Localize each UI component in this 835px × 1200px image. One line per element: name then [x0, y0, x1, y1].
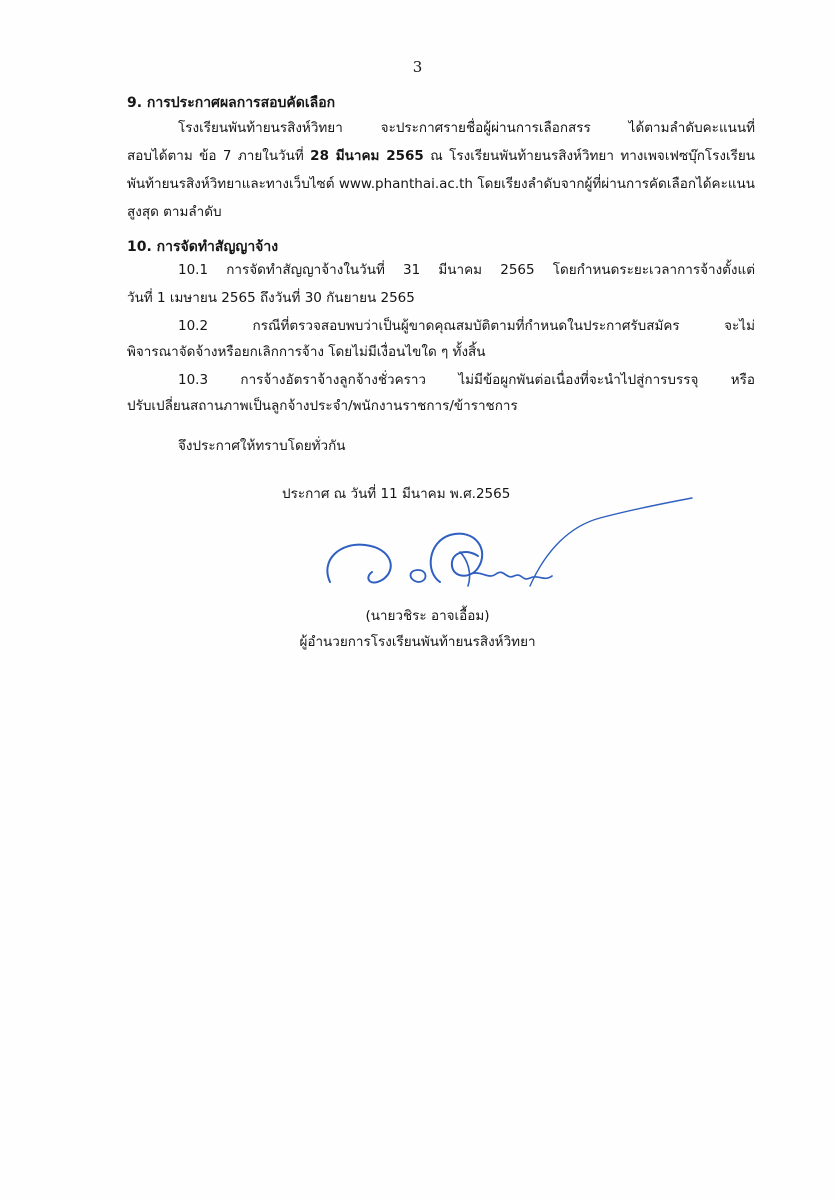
section-10-1-line-2: วันที่ 1 เมษายน 2565 ถึงวันที่ 30 กันยายน 2565: [127, 290, 415, 306]
signature-image: [300, 490, 700, 600]
section-9-line-2-end: ณ โรงเรียนพันท้ายนรสิงห์วิทยา ทางเพจเฟซบุ๊กโรงเรียน: [423, 148, 755, 164]
signer-name: (นายวชิระ อาจเอื้อม): [365, 608, 490, 624]
section-10-3-line-2: ปรับเปลี่ยนสถานภาพเป็นลูกจ้างประจำ/พนักงานราชการ/ข้าราชการ: [127, 398, 518, 414]
signer-position: ผู้อำนวยการโรงเรียนพันท้ายนรสิงห์วิทยา: [299, 634, 536, 650]
section-9-heading: 9. การประกาศผลการสอบคัดเลือก: [127, 95, 336, 111]
announcement-date-bold: 28 มีนาคม 2565: [310, 148, 424, 164]
section-9-line-3: พันท้ายนรสิงห์วิทยาและทางเว็บไซต์ www.phanthai.ac.th โดยเรียงลำดับจากผู้ที่ผ่านการคัดเลือกได้คะแนน: [127, 176, 755, 192]
section-9-line-4: สูงสุด ตามลำดับ: [127, 204, 222, 220]
section-9-line-2-start: สอบได้ตาม ข้อ 7 ภายในวันที่: [127, 148, 311, 164]
section-10-2-line-1: 10.2 กรณีที่ตรวจสอบพบว่าเป็นผู้ขาดคุณสมบัติตามที่กำหนดในประกาศรับสมัคร จะไม่: [178, 318, 755, 334]
section-10-1-line-1: 10.1 การจัดทำสัญญาจ้างในวันที่ 31 มีนาคม 2565 โดยกำหนดระยะเวลาการจ้างตั้งแต่: [178, 262, 755, 278]
section-10-heading: 10. การจัดทำสัญญาจ้าง: [127, 239, 279, 255]
section-10-2-line-2: พิจารณาจัดจ้างหรือยกเลิกการจ้าง โดยไม่มีเงื่อนไขใด ๆ ทั้งสิ้น: [127, 344, 486, 360]
page-number: 3: [412, 58, 423, 76]
announcement-date: ประกาศ ณ วันที่ 11 มีนาคม พ.ศ.2565: [282, 486, 511, 502]
closing-statement: จึงประกาศให้ทราบโดยทั่วกัน: [178, 438, 346, 454]
section-10-3-line-1: 10.3 การจ้างอัตราจ้างลูกจ้างชั่วคราว ไม่มีข้อผูกพันต่อเนื่องที่จะนำไปสู่การบรรจุ หรือ: [178, 372, 755, 388]
section-9-line-2: [127, 146, 755, 166]
section-9-line-1: โรงเรียนพันท้ายนรสิงห์วิทยา จะประกาศรายชื่อผู้ผ่านการเลือกสรร ได้ตามลำดับคะแนนที่: [178, 120, 755, 136]
